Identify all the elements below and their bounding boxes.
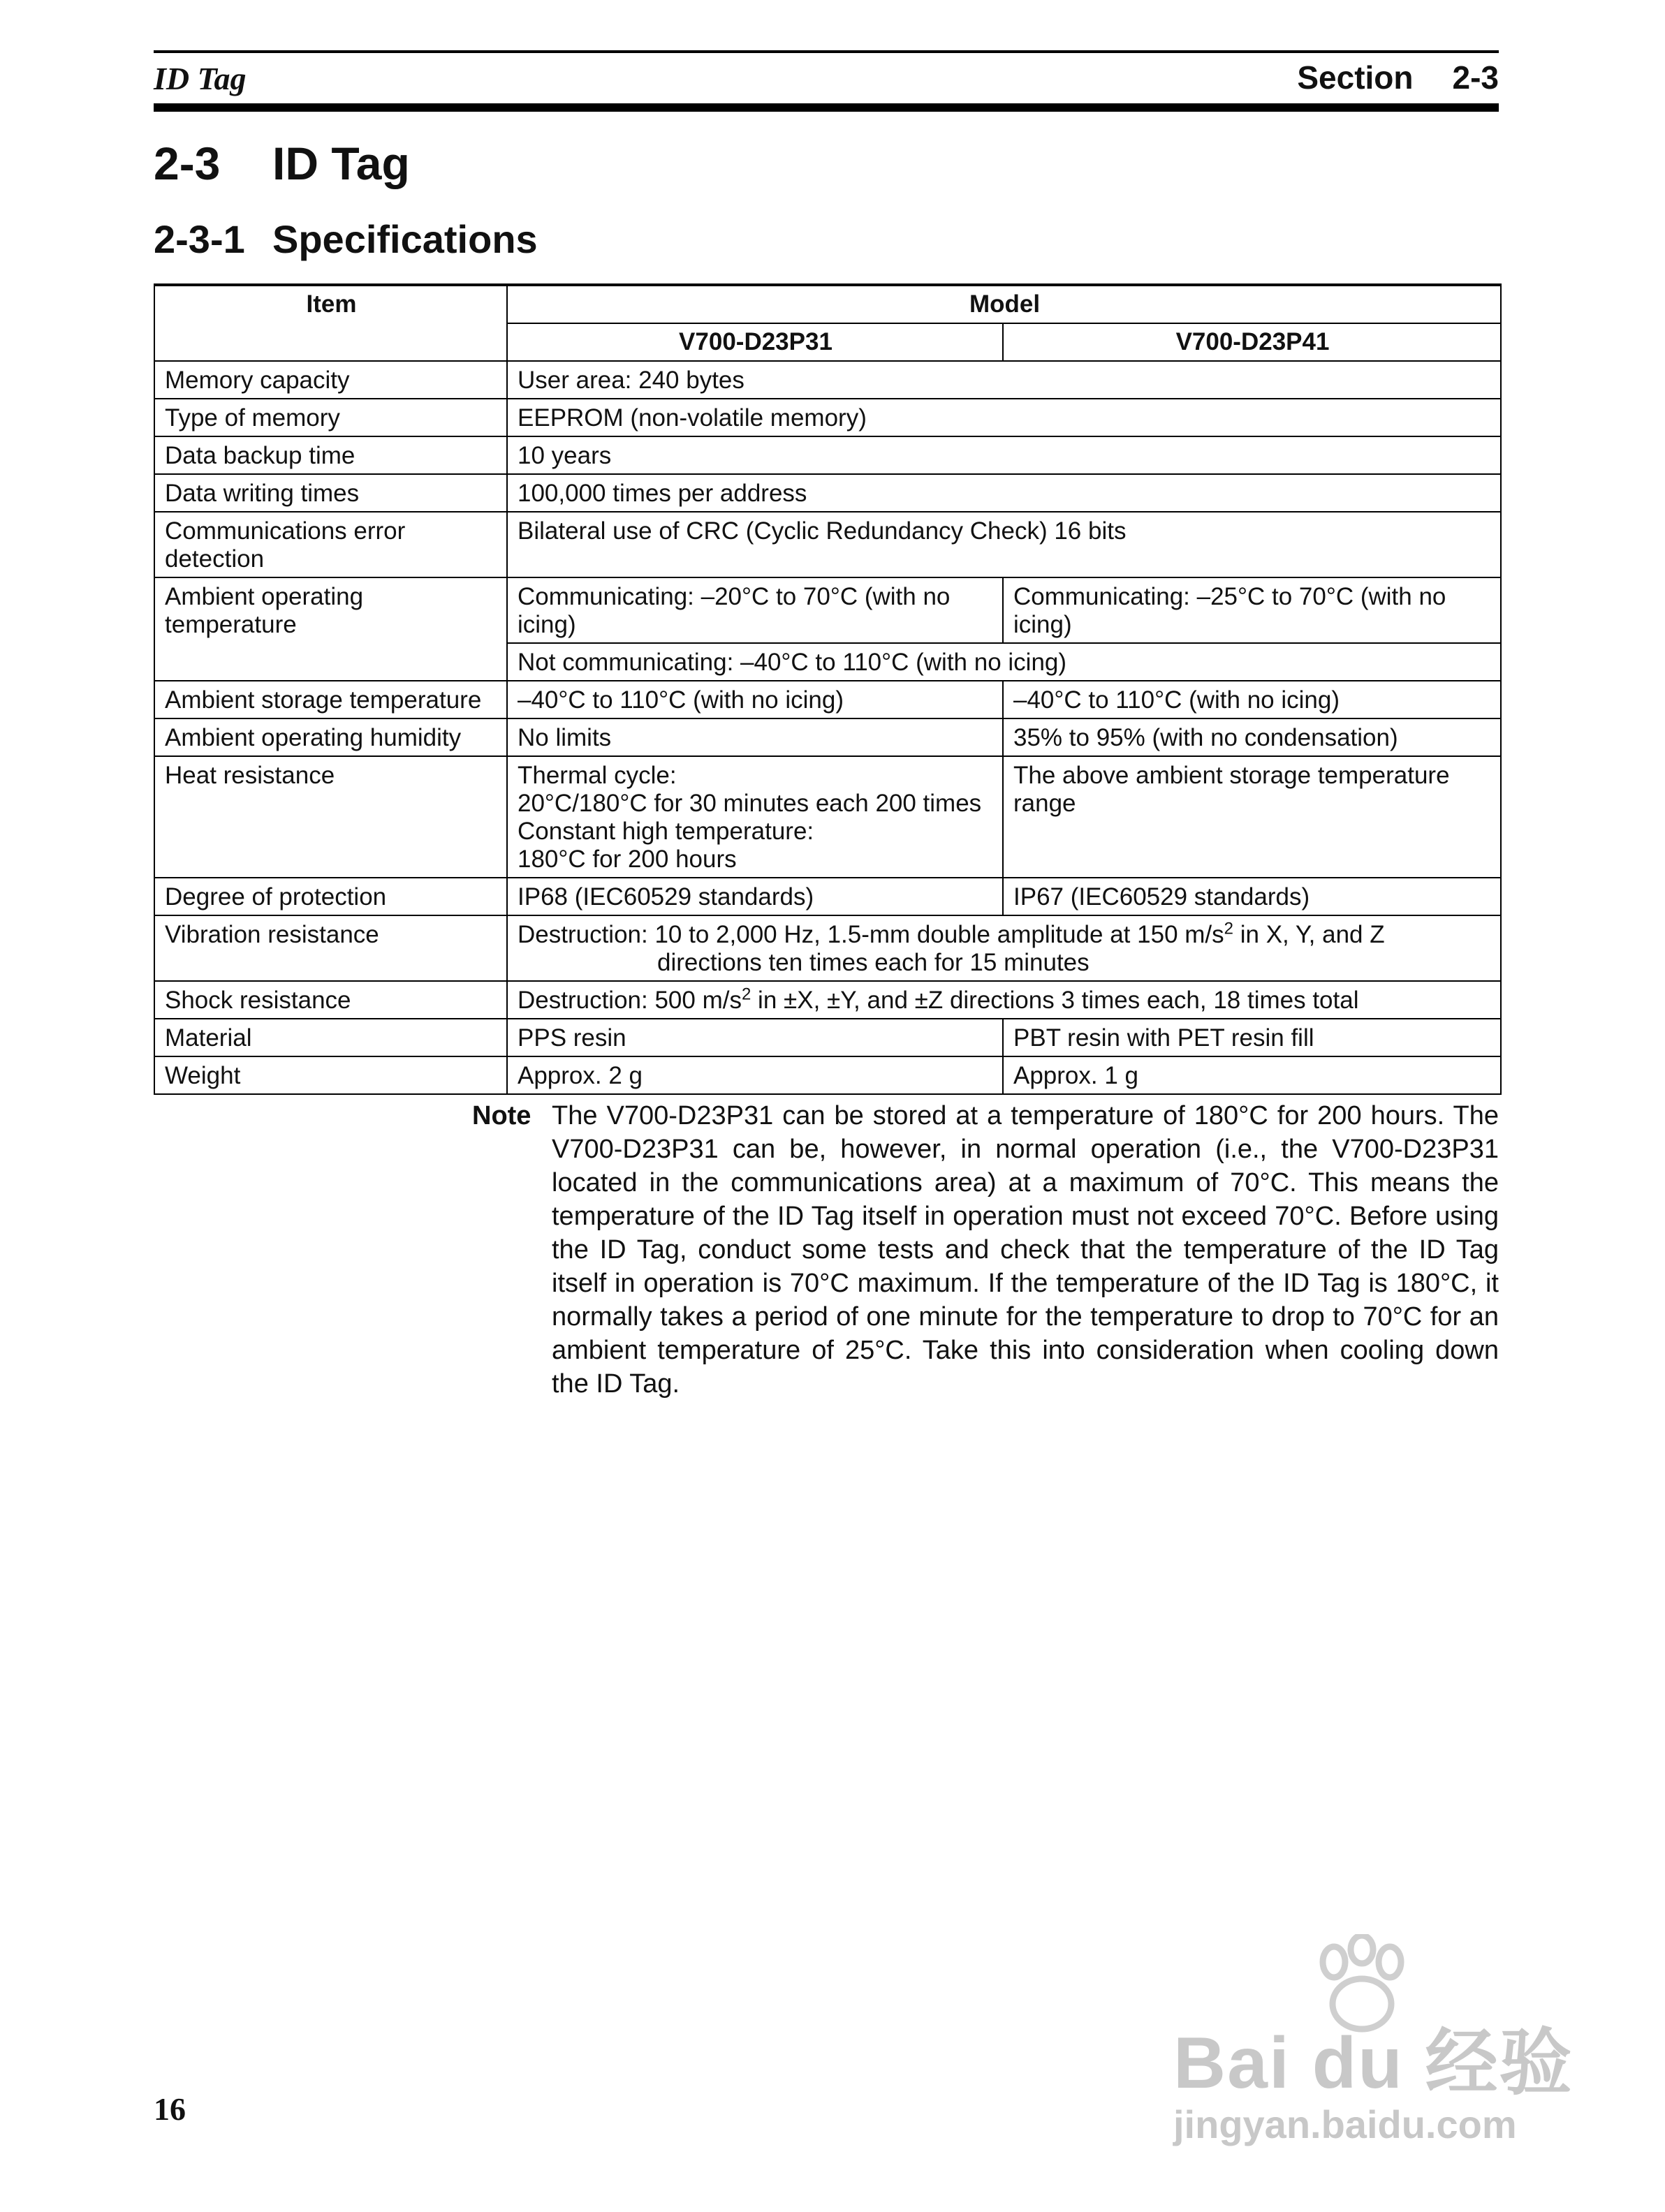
row-label: Heat resistance [154,756,507,878]
row-label: Material [154,1019,507,1056]
header-chapter-title: ID Tag [154,61,247,96]
header-section-label: Section [1297,59,1414,96]
baidu-watermark [1159,1934,1574,2165]
vibration-line-1 [518,921,1492,949]
row-value: Bilateral use of CRC (Cyclic Redundancy Check) 16 bits [507,512,1501,577]
row-label: Type of memory [154,399,507,436]
row-value-p31: PPS resin [507,1019,1003,1056]
row-value [507,915,1501,981]
col-header-model-p41: V700-D23P41 [1003,323,1501,361]
note-label: Note [472,1101,531,1130]
row-value: User area: 240 bytes [507,361,1501,399]
row-value-p41: Communicating: –25°C to 70°C (with no icing) [1003,577,1501,643]
row-label: Shock resistance [154,981,507,1019]
row-label: Ambient storage temperature [154,681,507,718]
row-value-p31: –40°C to 110°C (with no icing) [507,681,1003,718]
vibration-line-2: directions ten times each for 15 minutes [657,949,1090,976]
superscript: 2 [1224,919,1233,938]
table-row [154,981,1501,1019]
table-row [154,436,1501,474]
row-label: Data backup time [154,436,507,474]
watermark-url: jingyan.baidu.com [1173,2102,1517,2146]
row-value-p41: IP67 (IEC60529 standards) [1003,878,1501,915]
row-value-p31: Communicating: –20°C to 70°C (with no icing) [507,577,1003,643]
row-value: EEPROM (non-volatile memory) [507,399,1501,436]
row-value-p31: No limits [507,718,1003,756]
row-value-p31: Approx. 2 g [507,1056,1003,1094]
col-header-model-p31: V700-D23P31 [507,323,1003,361]
page-number: 16 [154,2091,186,2127]
row-label: Vibration resistance [154,915,507,981]
col-header-model: Model [507,285,1501,323]
watermark-brand: Bai du 经验 [1173,2023,1574,2104]
heat-line: 20°C/180°C for 30 minutes each 200 times [518,790,982,817]
row-label: Ambient operating temperature [154,577,507,681]
table-row [154,361,1501,399]
shock-text: Destruction: 500 m/s [518,987,742,1014]
table-row [154,1019,1501,1056]
row-value-p31 [507,756,1003,878]
row-label: Memory capacity [154,361,507,399]
row-value [507,981,1501,1019]
heat-line: 180°C for 200 hours [518,846,737,873]
vibration-text: in X, Y, and Z [1233,921,1385,948]
heat-line: Thermal cycle: [518,762,677,789]
row-value-p41: The above ambient storage temperature range [1003,756,1501,878]
table-row [154,399,1501,436]
heat-line: Constant high temperature: [518,818,814,845]
table-row [154,1056,1501,1094]
section-heading-number: 2-3 [154,138,221,189]
table-row [154,756,1501,878]
subsection-heading-number: 2-3-1 [154,217,245,261]
table-row [154,718,1501,756]
row-value: 10 years [507,436,1501,474]
vibration-text: Destruction: 10 to 2,000 Hz, 1.5-mm double amplitude at 150 m/s [518,921,1224,948]
section-heading-text: ID Tag [272,138,410,189]
table-row [154,577,1501,643]
section-heading [154,137,410,190]
shock-text: in ±X, ±Y, and ±Z directions 3 times each, 18 times total [751,987,1359,1014]
header-section [1297,59,1499,96]
row-label: Degree of protection [154,878,507,915]
note-block [472,1099,1499,1401]
table-row [154,681,1501,718]
col-header-item: Item [154,285,507,361]
table-header-row [154,285,1501,323]
row-label: Ambient operating humidity [154,718,507,756]
table-row [154,915,1501,981]
table-row [154,474,1501,512]
row-value-p41: Approx. 1 g [1003,1056,1501,1094]
row-label: Weight [154,1056,507,1094]
row-label: Communications error detection [154,512,507,577]
row-value-p41: 35% to 95% (with no condensation) [1003,718,1501,756]
row-value-p41: –40°C to 110°C (with no icing) [1003,681,1501,718]
subsection-heading [154,216,538,262]
superscript: 2 [741,985,751,1004]
row-label: Data writing times [154,474,507,512]
table-row [154,878,1501,915]
row-value-shared: Not communicating: –40°C to 110°C (with no icing) [507,643,1501,681]
table-row [154,512,1501,577]
row-value-p31: IP68 (IEC60529 standards) [507,878,1003,915]
row-value-p41: PBT resin with PET resin fill [1003,1019,1501,1056]
header-bottom-rule [154,103,1499,112]
header-section-number: 2-3 [1452,59,1499,96]
specifications-table [154,283,1502,1095]
row-value: 100,000 times per address [507,474,1501,512]
note-text: The V700-D23P31 can be stored at a temperature of 180°C for 200 hours. The V700-D23P31 can be, however, in normal operation (i.e., the V700-D23P31 located in the communications area) at a maximum of 70°C. This means the temperature of the ID Tag itself in operation must not exceed 70°C. Before using the ID Tag, conduct some tests and check that the temperature of the ID Tag itself in operation is 70°C maximum. If the temperature of the ID Tag is 180°C, it normally takes a period of one minute for the temperature to drop to 70°C for an ambient temperature of 25°C. Take this into consideration when cooling down the ID Tag. [552,1101,1499,1399]
subsection-heading-text: Specifications [272,217,538,261]
page-header [154,50,1499,112]
